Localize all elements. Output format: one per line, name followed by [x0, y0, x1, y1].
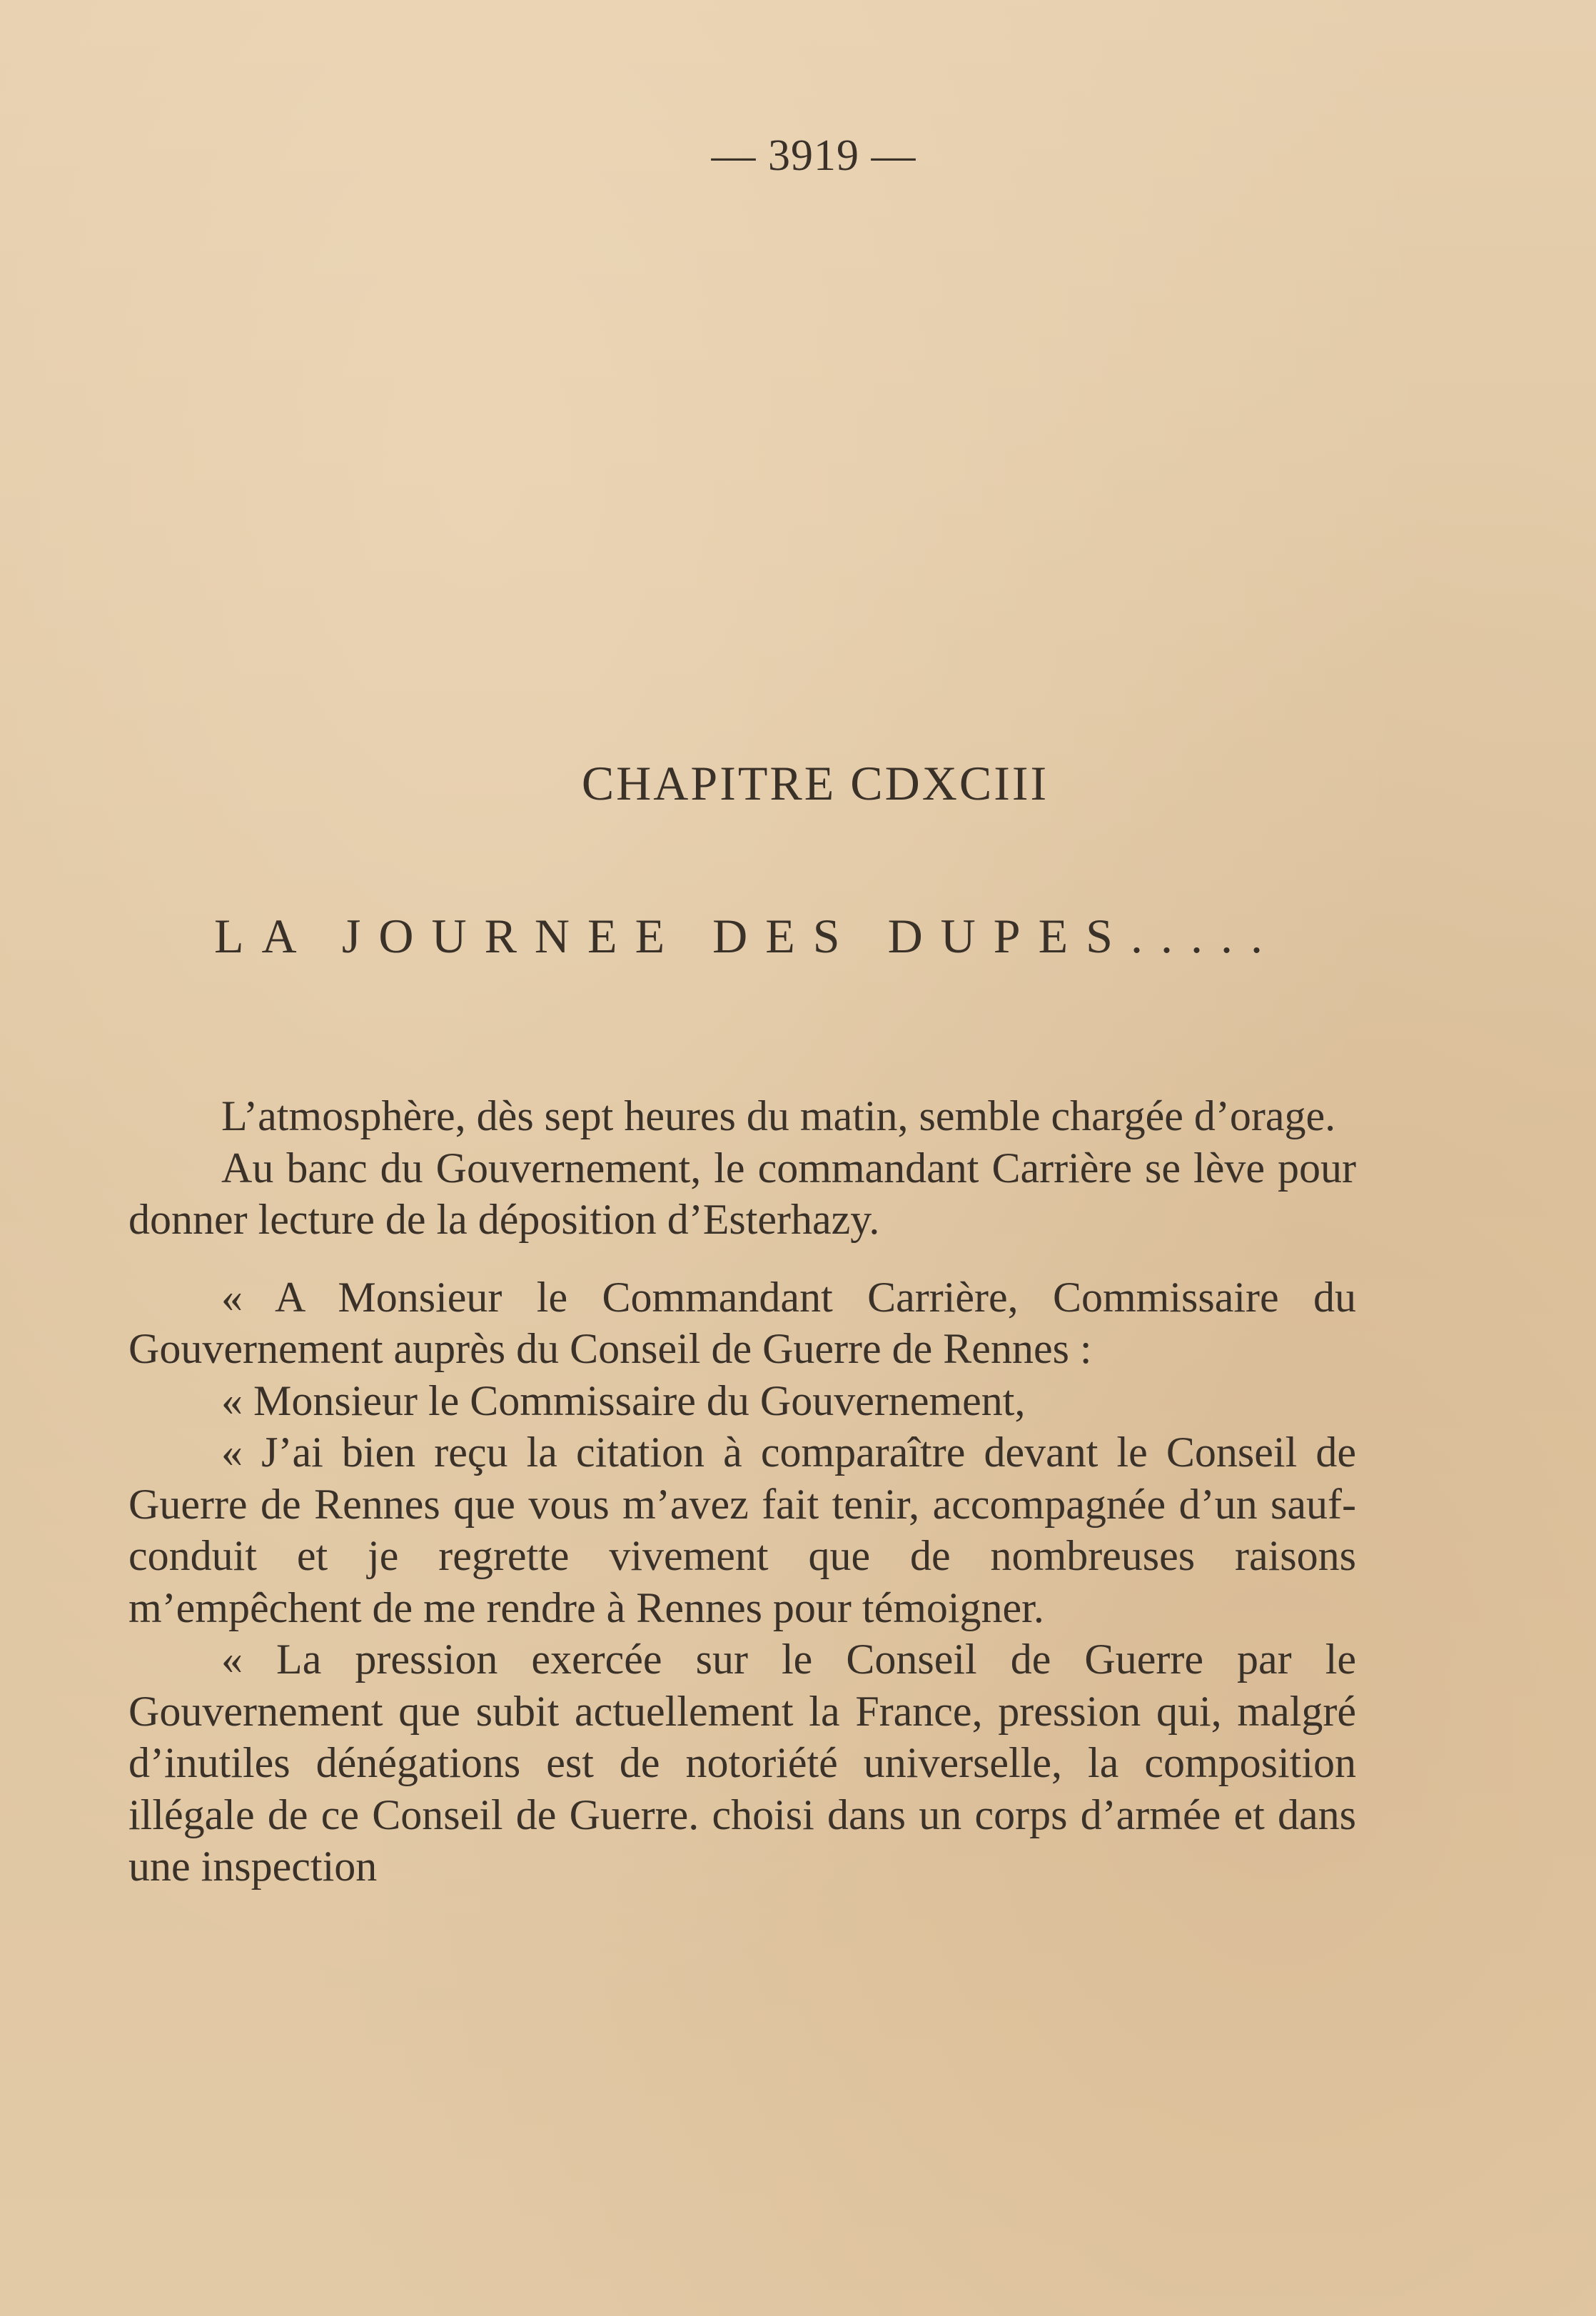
chapter-subtitle: LA JOURNEE DES DUPES..... — [214, 909, 1281, 963]
paragraph: « A Monsieur le Commandant Carrière, Commissaire du Gouvernement auprès du Conseil de Guerre de Rennes : — [128, 1273, 1356, 1372]
page-number: — 3919 — — [711, 131, 916, 180]
paragraph: « La pression exercée sur le Conseil de Guerre par le Gouvernement que subit actuellement la France, pression qui, malgré d’inutiles dénégations est de notoriété universelle, la composition illégale de ce Conseil de Guerre. choisi dans un corps d’armée et dans une inspection — [128, 1636, 1356, 1890]
chapter-title: CHAPITRE CDXCIII — [581, 756, 1049, 810]
paragraph: « Monsieur le Commissaire du Gouvernement, — [221, 1376, 1026, 1424]
paragraph: L’atmosphère, dès sept heures du matin, semble chargée d’orage. — [221, 1092, 1336, 1139]
paragraph: Au banc du Gouvernement, le commandant Carrière se lève pour donner lecture de la déposition d’Esterhazy. — [128, 1144, 1356, 1243]
body-text — [128, 1090, 1356, 1893]
paragraph: « J’ai bien reçu la citation à comparaître devant le Conseil de Guerre de Rennes que vous m’avez fait tenir, accompagnée d’un sauf-conduit et je regrette vivement que de nombreuses raisons m’empêchent de me rendre à Rennes pour témoigner. — [128, 1429, 1356, 1631]
